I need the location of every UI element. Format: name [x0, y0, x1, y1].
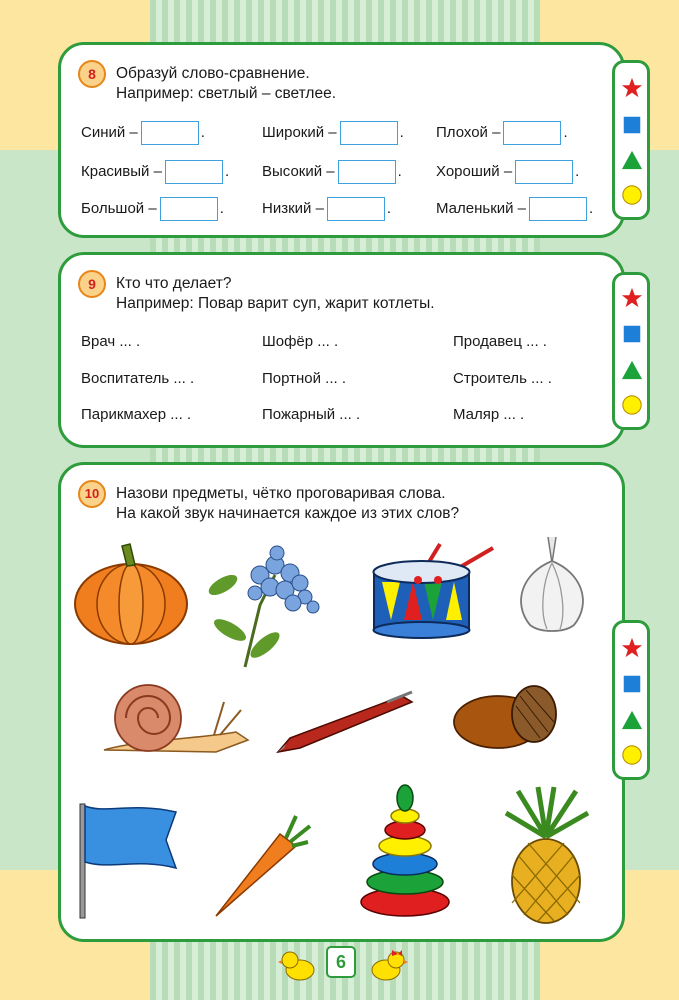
pyramid-toy-picture	[352, 782, 458, 922]
profession-item: Портной ... .	[262, 370, 347, 387]
task-question-line: На какой звук начинается каждое из этих слов?	[116, 505, 460, 522]
drum-picture	[368, 540, 500, 640]
task-10-instruction	[116, 484, 459, 524]
answer-box[interactable]	[515, 160, 573, 184]
difficulty-tab[interactable]	[612, 272, 650, 430]
pen-picture	[272, 688, 417, 758]
task-8-instruction	[116, 64, 336, 104]
flag-picture	[76, 800, 181, 920]
profession-item: Врач ... .	[81, 333, 141, 350]
page-number: 6	[326, 946, 356, 978]
lilac-picture	[205, 535, 325, 670]
task-instruction-line: Кто что делает?	[116, 275, 232, 292]
difficulty-tab[interactable]	[612, 60, 650, 220]
profession-item: Маляр ... .	[453, 406, 525, 423]
acorn-picture	[452, 682, 562, 752]
word-item: Большой – .	[81, 197, 224, 221]
star-icon	[621, 287, 643, 309]
task-9-card	[58, 252, 625, 448]
profession-item: Строитель ... .	[453, 370, 552, 387]
circle-icon	[621, 184, 643, 206]
star-icon	[621, 637, 643, 659]
carrot-picture	[210, 812, 312, 922]
square-icon	[621, 673, 643, 695]
task-9-instruction	[116, 274, 435, 314]
circle-icon	[621, 394, 643, 416]
answer-box[interactable]	[327, 197, 385, 221]
word-item: Высокий – .	[262, 160, 402, 184]
answer-box[interactable]	[340, 121, 398, 145]
pineapple-picture	[498, 785, 594, 925]
task-number-badge: 10	[78, 480, 106, 508]
word-item: Красивый – .	[81, 160, 229, 184]
profession-item: Парикмахер ... .	[81, 406, 192, 423]
task-example-line: Например: Повар варит суп, жарит котлеты.	[116, 295, 435, 312]
answer-box[interactable]	[503, 121, 561, 145]
profession-item: Шофёр ... .	[262, 333, 339, 350]
answer-box[interactable]	[165, 160, 223, 184]
answer-box[interactable]	[160, 197, 218, 221]
profession-item: Продавец ... .	[453, 333, 547, 350]
triangle-icon	[621, 149, 643, 171]
word-item: Хороший – .	[436, 160, 579, 184]
word-item: Синий – .	[81, 121, 205, 145]
snail-picture	[96, 680, 251, 758]
profession-item: Пожарный ... .	[262, 406, 361, 423]
task-number-badge: 8	[78, 60, 106, 88]
square-icon	[621, 323, 643, 345]
task-number-badge: 9	[78, 270, 106, 298]
pumpkin-picture	[72, 540, 190, 648]
word-item: Плохой – .	[436, 121, 568, 145]
chick-icon	[368, 946, 408, 982]
task-8-card	[58, 42, 625, 238]
square-icon	[621, 114, 643, 136]
word-item: Маленький – .	[436, 197, 593, 221]
word-item: Широкий – .	[262, 121, 404, 145]
triangle-icon	[621, 359, 643, 381]
star-icon	[621, 77, 643, 99]
task-instruction-line: Образуй слово-сравнение.	[116, 65, 310, 82]
answer-box[interactable]	[338, 160, 396, 184]
word-item: Низкий – .	[262, 197, 391, 221]
difficulty-tab[interactable]	[612, 620, 650, 780]
garlic-picture	[512, 533, 592, 635]
profession-item: Воспитатель ... .	[81, 370, 195, 387]
triangle-icon	[621, 709, 643, 731]
circle-icon	[621, 744, 643, 766]
task-example-line: Например: светлый – светлее.	[116, 85, 337, 102]
answer-box[interactable]	[141, 121, 199, 145]
task-instruction-line: Назови предметы, чётко проговаривая слова.	[116, 485, 446, 502]
answer-box[interactable]	[529, 197, 587, 221]
chick-icon	[278, 948, 318, 982]
